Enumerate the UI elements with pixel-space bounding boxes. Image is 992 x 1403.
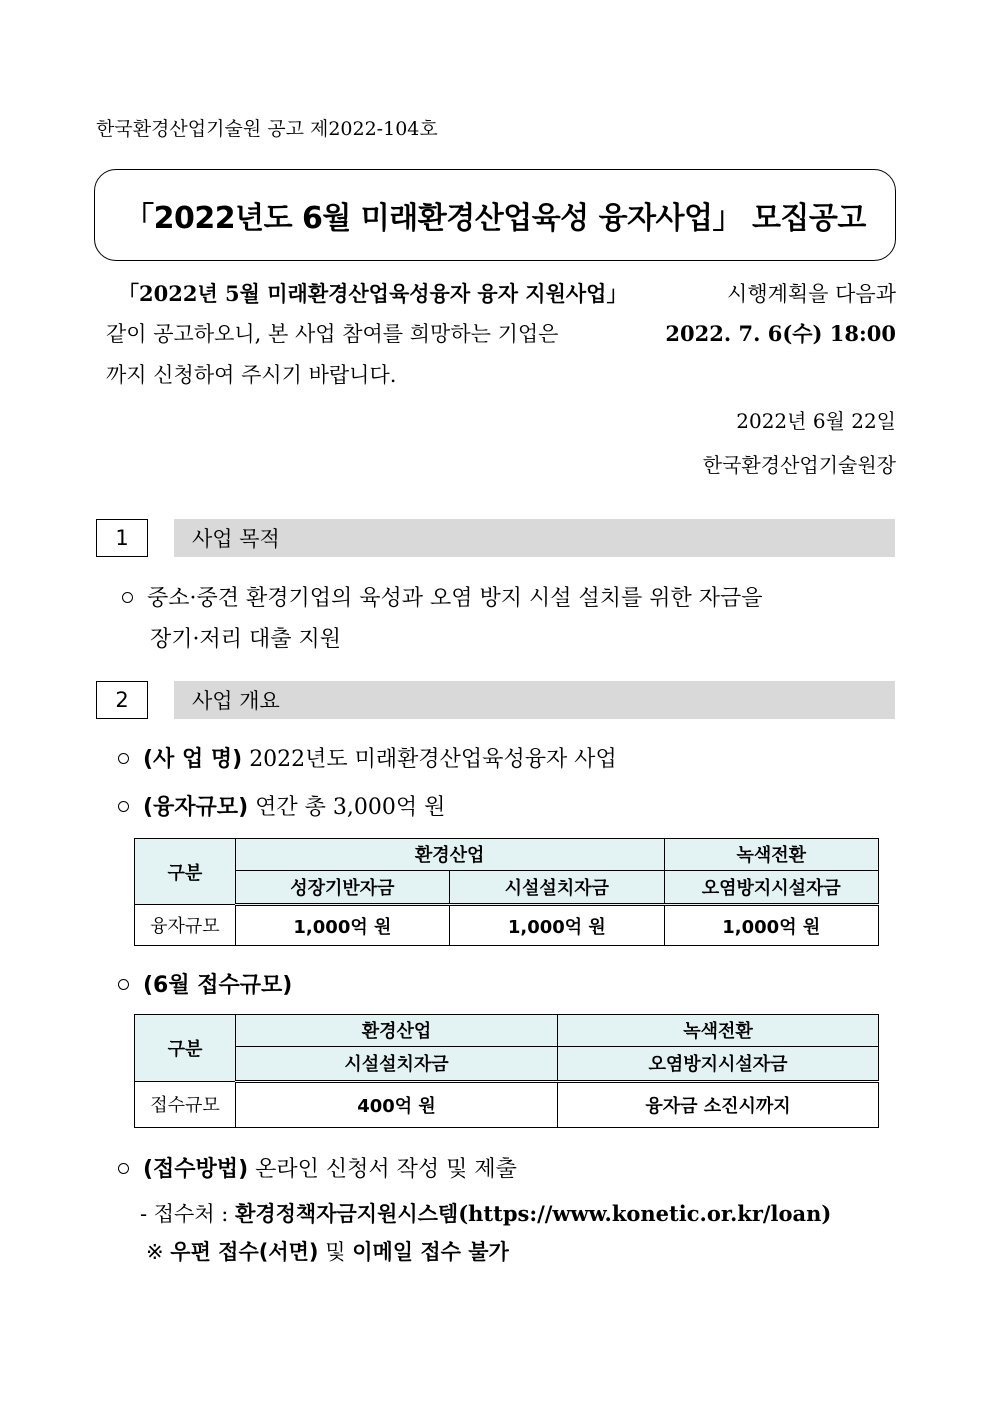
purpose-line-1: 중소·중견 환경기업의 육성과 오염 방지 시설 설치를 위한 자금을 [122,581,896,612]
table1-col-growth: 성장기반자금 [235,870,449,905]
intro-line1-rest: 시행계획을 다음과 [727,282,896,306]
section-number-2: 2 [96,681,148,719]
intro-line2-start: 같이 공고하오니, 본 사업 참여를 희망하는 기업은 [106,322,559,346]
intro-line-3: 까지 신청하여 주시기 바랍니다. [106,363,397,387]
loan-scale-table [134,838,879,946]
table1-col-pollution: 오염방지시설자금 [664,870,878,905]
note-postal: 우편 접수(서면) [170,1240,319,1264]
table2-col-facility: 시설설치자금 [236,1046,558,1081]
note-mark: ※ [146,1240,164,1264]
table2-corner: 구분 [135,1015,236,1082]
bullet-circle-icon [118,801,129,812]
notice-date: 2022년 6월 22일 [736,409,896,433]
table2-col-pollution: 오염방지시설자금 [558,1046,879,1081]
table2-group-env: 환경산업 [236,1015,558,1047]
june-intake-table [134,1014,879,1128]
bullet-circle-icon [122,592,133,603]
table1-col-facility: 시설설치자금 [450,870,664,905]
section-title-2: 사업 개요 [174,681,895,719]
overview-receiver [140,1198,831,1228]
table2-group-green: 녹색전환 [558,1015,879,1047]
table1-group-env: 환경산업 [235,839,664,871]
overview-june: (6월 접수규모) [118,968,292,999]
bullet-circle-icon [118,1163,129,1174]
intro-line-2 [106,323,896,345]
overview-note [146,1236,509,1266]
table1-value-facility: 1,000억 원 [450,905,664,946]
table1-group-green: 녹색전환 [664,839,878,871]
notice-number: 한국환경산업기술원 공고 제2022-104호 [96,118,438,140]
overview-name: (사 업 명) 2022년도 미래환경산업육성융자 사업 [118,742,617,773]
intro-deadline: 2022. 7. 6(수) 18:00 [665,321,896,346]
note-email: 이메일 접수 불가 [352,1240,509,1264]
bullet-circle-icon [118,979,129,990]
table1-row-label: 융자규모 [135,905,236,946]
table2-row-label: 접수규모 [135,1081,236,1127]
note-and: 및 [325,1240,346,1264]
receiver-value: 환경정책자금지원시스템(https://www.konetic.or.kr/loan) [235,1201,832,1226]
section-number-1: 1 [96,519,148,557]
intro-program-name: 「2022년 5월 미래환경산업육성융자 융자 지원사업」 [118,281,628,306]
table1-corner: 구분 [135,839,236,905]
overview-scale: (융자규모) 연간 총 3,000억 원 [118,790,445,821]
intro-line-1 [118,283,896,305]
title-box [94,169,896,261]
section-title-1: 사업 목적 [174,519,895,557]
table1-value-growth: 1,000억 원 [235,905,449,946]
issuer: 한국환경산업기술원장 [702,453,896,477]
table1-value-pollution: 1,000억 원 [664,905,878,946]
bullet-circle-icon [118,753,129,764]
table2-value-pollution: 융자금 소진시까지 [558,1081,879,1127]
overview-method: (접수방법) 온라인 신청서 작성 및 제출 [118,1152,517,1183]
table2-value-facility: 400억 원 [236,1081,558,1127]
receiver-prefix: - 접수처 : [140,1202,229,1226]
purpose-line-2: 장기·저리 대출 지원 [150,627,341,652]
page-title: 「2022년도 6월 미래환경산업육성 융자사업」 모집공고 [124,201,866,236]
